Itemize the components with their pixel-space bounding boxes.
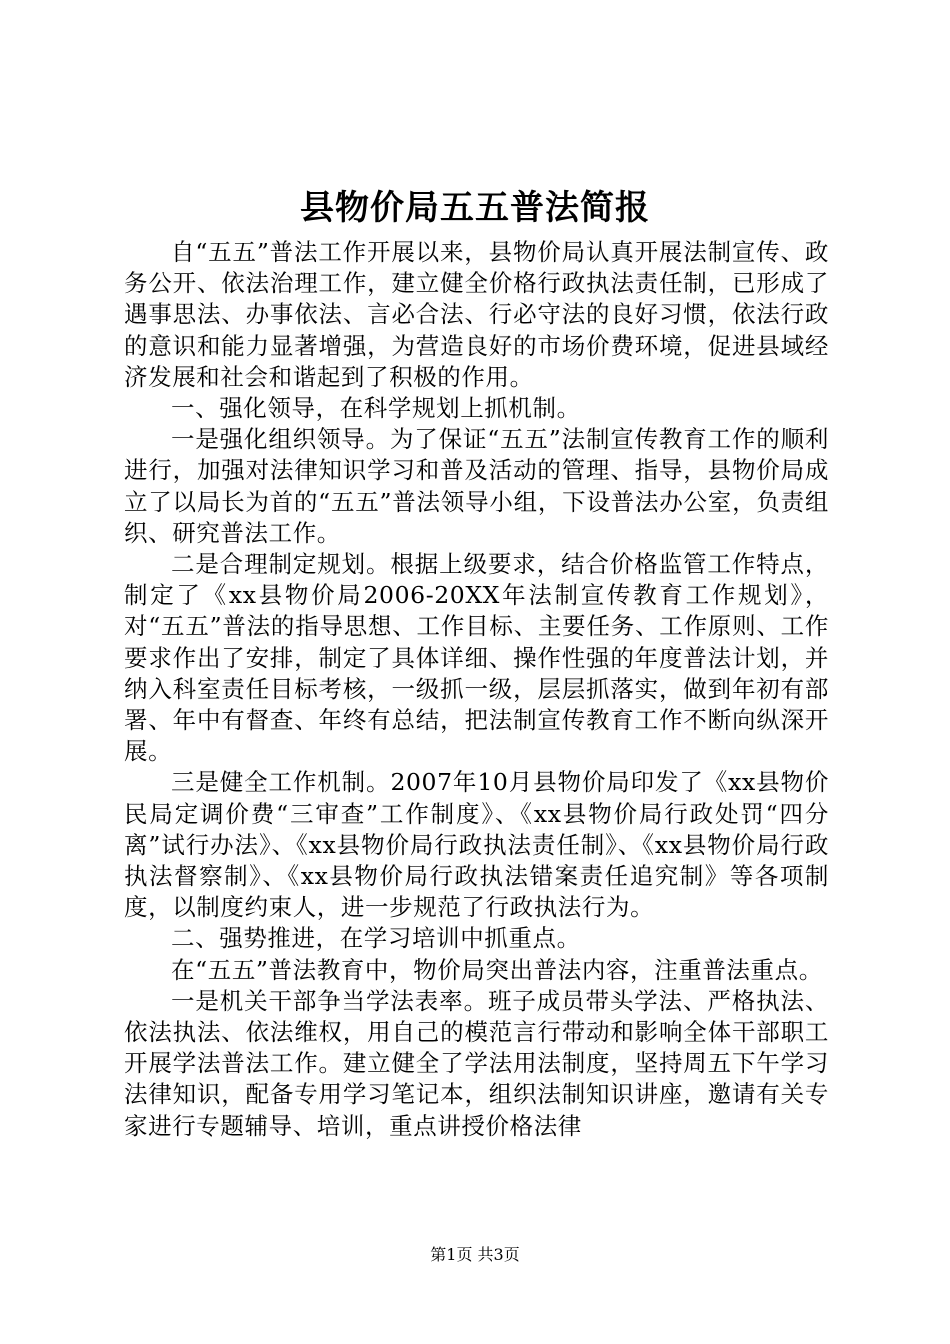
paragraph-intro: 自“五五”普法工作开展以来，县物价局认真开展法制宣传、政务公开、依法治理工作，建立健全价格行政执法责任制，已形成了遇事思法、办事依法、言必合法、行必守法的良好习惯，依法行政的意识和能力显著增强，为营造良好的市场价费环境，促进县域经济发展和社会和谐起到了积极的作用。 bbox=[124, 238, 829, 391]
paragraph-planning: 二是合理制定规划。根据上级要求，结合价格监管工作特点，制定了《xx县物价局2006-20XX年法制宣传教育工作规划》，对“五五”普法的指导思想、工作目标、主要任务、工作原则、工作要求作出了安排，制定了具体详细、操作性强的年度普法计划，并纳入科室责任目标考核，一级抓一级，层层抓落实，做到年初有部署、年中有督查、年终有总结，把法制宣传教育工作不断向纵深开展。 bbox=[124, 550, 829, 766]
section-heading-1: 一、强化领导，在科学规划上抓机制。 bbox=[171, 394, 581, 423]
section-heading-2: 二、强势推进，在学习培训中抓重点。 bbox=[171, 924, 581, 953]
paragraph-focus: 在“五五”普法教育中，物价局突出普法内容，注重普法重点。 bbox=[171, 955, 823, 984]
document-title: 县物价局五五普法简报 bbox=[300, 188, 650, 228]
paragraph-mechanism: 三是健全工作机制。2007年10月县物价局印发了《xx县物价民局定调价费“三审查”工作制度》、《xx县物价局行政处罚“四分离”试行办法》、《xx县物价局行政执法责任制》、《xx县物价局行政执法督察制》、《xx县物价局行政执法错案责任追究制》等各项制度，以制度约束人，进一步规范了行政执法行为。 bbox=[124, 768, 829, 922]
paragraph-organization: 一是强化组织领导。为了保证“五五”法制宣传教育工作的顺利进行，加强对法律知识学习和普及活动的管理、指导，县物价局成立了以局长为首的“五五”普法领导小组，下设普法办公室，负责组织、研究普法工作。 bbox=[124, 425, 829, 547]
document-body bbox=[124, 237, 829, 1142]
paragraph-cadres: 一是机关干部争当学法表率。班子成员带头学法、严格执法、依法执法、依法维权，用自己的模范言行带动和影响全体干部职工开展学法普法工作。建立健全了学法用法制度，坚持周五下午学习法律知识，配备专用学习笔记本，组织法制知识讲座，邀请有关专家进行专题辅导、培训，重点讲授价格法律 bbox=[124, 986, 829, 1140]
page-number: 第1页 共3页 bbox=[430, 1245, 520, 1264]
